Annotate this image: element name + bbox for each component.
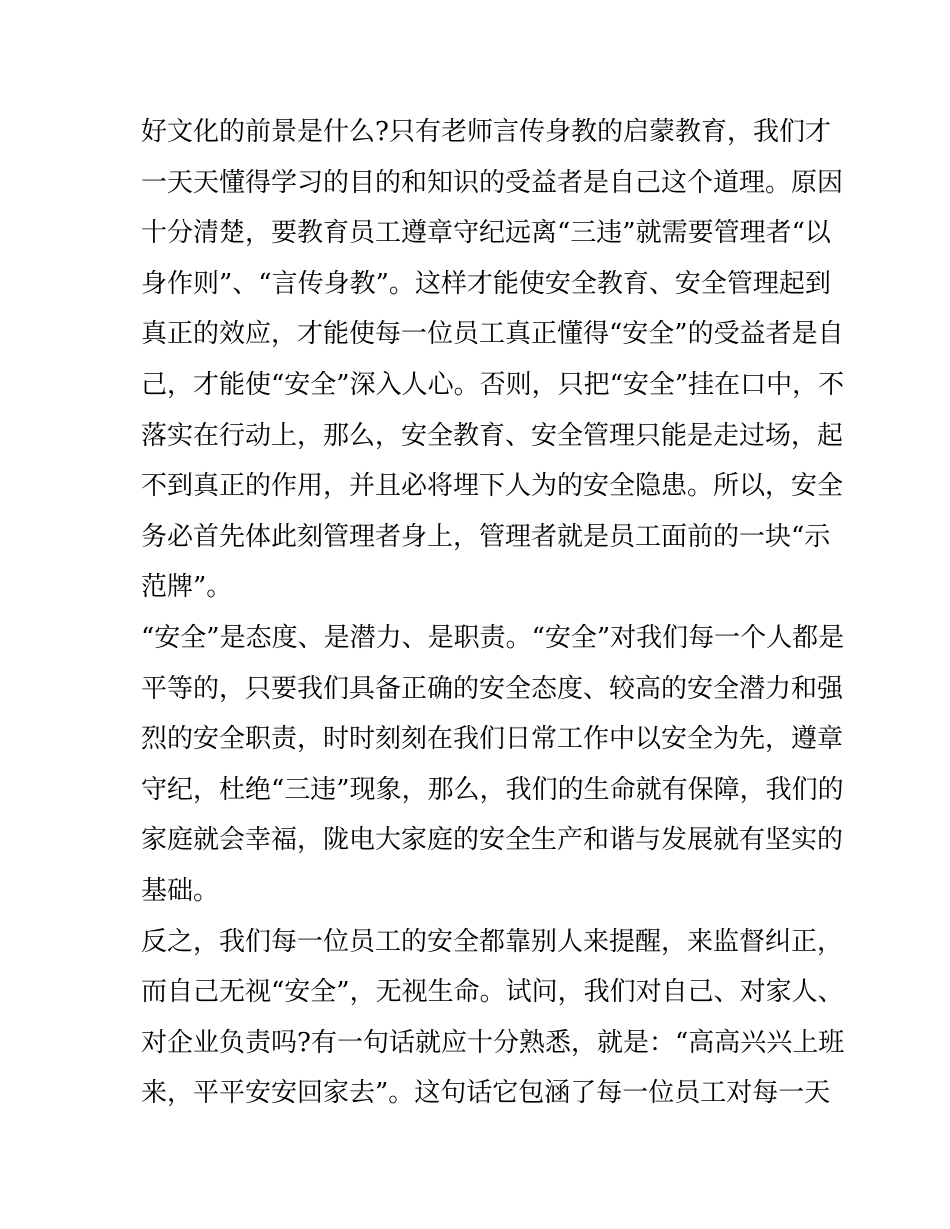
text-line: 真正的效应，才能使每一位员工真正懂得“安全”的受益者是自: [141, 319, 844, 350]
text-line: “安全”是态度、是潜力、是职责。“安全”对我们每一个人都是: [141, 622, 845, 653]
text-line: 家庭就会幸福，陇电大家庭的安全生产和谐与发展就有坚实的: [141, 825, 844, 856]
text-line: 范牌”。: [141, 572, 233, 603]
text-line: 不到真正的作用，并且必将埋下人为的安全隐患。所以，安全: [141, 471, 844, 502]
text-line: 对企业负责吗?有一句话就应十分熟悉，就是：“高高兴兴上班: [141, 1027, 845, 1058]
text-line: 务必首先体此刻管理者身上，管理者就是员工面前的一块“示: [141, 521, 831, 552]
text-line: 好文化的前景是什么?只有老师言传身教的启蒙教育，我们才: [141, 117, 831, 147]
text-line: 十分清楚，要教育员工遵章守纪远离“三违”就需要管理者“以: [141, 218, 831, 249]
text-line: 而自己无视“安全”，无视生命。试问，我们对自己、对家人、: [141, 977, 844, 1008]
text-line: 反之，我们每一位员工的安全都靠别人来提醒，来监督纠正，: [141, 926, 844, 957]
text-line: 己，才能使“安全”深入人心。否则，只把“安全”挂在口中，不: [141, 369, 845, 400]
text-line: 身作则”、“言传身教”。这样才能使安全教育、安全管理起到: [141, 268, 831, 299]
text-line: 烈的安全职责，时时刻刻在我们日常工作中以安全为先，遵章: [141, 724, 844, 755]
text-line: 基础。: [141, 875, 220, 906]
text-line: 一天天懂得学习的目的和知识的受益者是自己这个道理。原因: [141, 167, 844, 198]
body-text: [141, 107, 845, 1119]
text-line: 来，平平安安回家去”。这句话它包涵了每一位员工对每一天: [141, 1078, 831, 1109]
text-line: 落实在行动上，那么，安全教育、安全管理只能是走过场，起: [141, 420, 844, 451]
text-line: 守纪，杜绝“三违”现象，那么，我们的生命就有保障，我们的: [141, 774, 844, 805]
text-line: 平等的，只要我们具备正确的安全态度、较高的安全潜力和强: [141, 673, 844, 704]
